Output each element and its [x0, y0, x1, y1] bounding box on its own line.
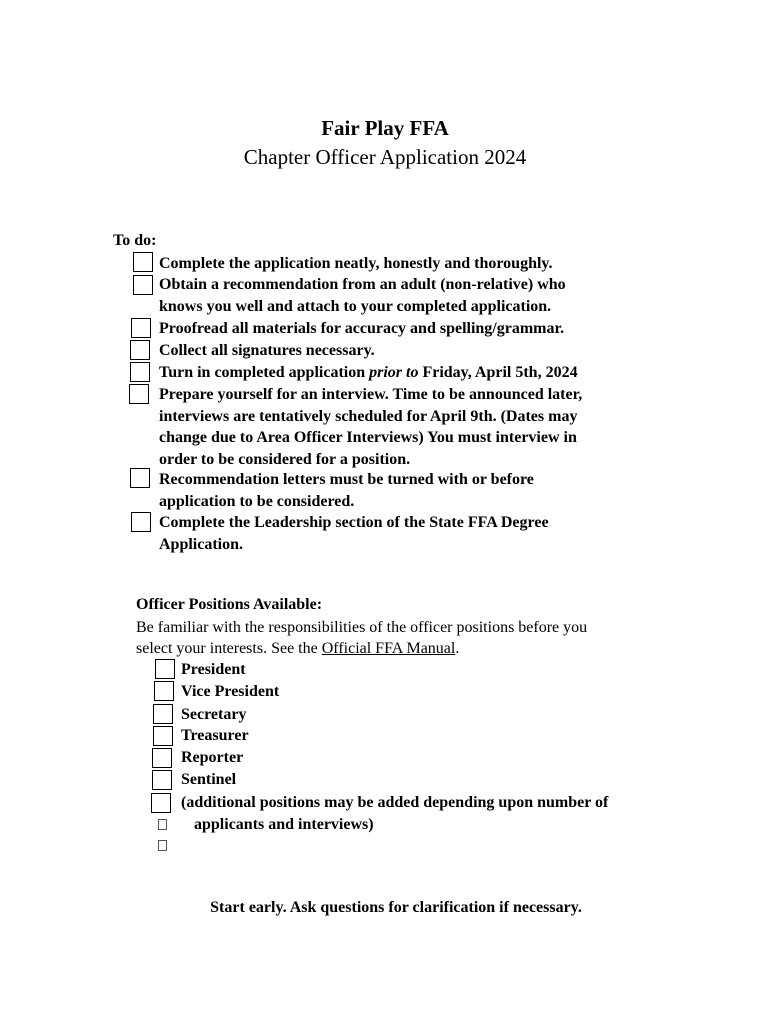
- document-subtitle: Chapter Officer Application 2024: [243, 145, 527, 169]
- position-checkbox-sentinel[interactable]: [152, 770, 172, 790]
- position-checkbox-president[interactable]: [155, 659, 175, 679]
- position-checkbox-treasurer[interactable]: [153, 726, 173, 746]
- todo-checkbox-2[interactable]: [133, 275, 153, 295]
- todo-item-5: Turn in completed application prior to Friday, April 5th, 2024: [159, 364, 578, 381]
- position-reporter: Reporter: [181, 749, 244, 766]
- position-vice-president: Vice President: [181, 683, 280, 700]
- position-checkbox-vice-president[interactable]: [154, 681, 174, 701]
- position-additional-note: (additional positions may be added depending upon number of: [181, 794, 609, 811]
- todo-checkbox-6[interactable]: [129, 384, 149, 404]
- todo-item-4: Collect all signatures necessary.: [159, 342, 375, 359]
- positions-intro: Be familiar with the responsibilities of the officer positions before you select your interests. See the Official FFA Manual.: [136, 619, 588, 657]
- placeholder-glyph-icon: [158, 819, 167, 830]
- position-president: President: [181, 661, 246, 678]
- official-ffa-manual-link[interactable]: Official FFA Manual: [321, 640, 456, 657]
- todo-checkbox-8[interactable]: [131, 512, 151, 532]
- position-sentinel: Sentinel: [181, 771, 237, 788]
- positions-heading: Officer Positions Available:: [136, 596, 323, 613]
- todo-item-3: Proofread all materials for accuracy and spelling/grammar.: [159, 320, 565, 337]
- position-secretary: Secretary: [181, 706, 247, 723]
- todo-checkbox-7[interactable]: [130, 468, 150, 488]
- position-additional-note-cont: applicants and interviews): [194, 816, 374, 833]
- position-checkbox-additional[interactable]: [151, 793, 171, 813]
- todo-checkbox-1[interactable]: [133, 252, 153, 272]
- todo-item-8: Complete the Leadership section of the State FFA Degree Application.: [159, 514, 549, 553]
- position-treasurer: Treasurer: [181, 727, 249, 744]
- todo-item-6: Prepare yourself for an interview. Time to be announced later, interviews are tentatively scheduled for April 9th. (Dates may change due to Area Officer Interviews) You must interview in order to be considered for a position.: [159, 386, 583, 468]
- document-title: Fair Play FFA: [321, 116, 449, 140]
- todo-item-7: Recommendation letters must be turned with or before application to be considered.: [159, 471, 534, 510]
- todo-heading: To do:: [113, 232, 157, 249]
- footer-note: Start early. Ask questions for clarification if necessary.: [210, 899, 582, 916]
- todo-checkbox-4[interactable]: [130, 340, 150, 360]
- todo-item-2: Obtain a recommendation from an adult (non-relative) who knows you well and attach to your completed application.: [159, 276, 566, 315]
- position-checkbox-secretary[interactable]: [153, 704, 173, 724]
- todo-checkbox-3[interactable]: [131, 318, 151, 338]
- todo-checkbox-5[interactable]: [130, 362, 150, 382]
- position-checkbox-reporter[interactable]: [152, 748, 172, 768]
- placeholder-glyph-icon: [158, 840, 167, 851]
- todo-item-1: Complete the application neatly, honestly and thoroughly.: [159, 255, 553, 272]
